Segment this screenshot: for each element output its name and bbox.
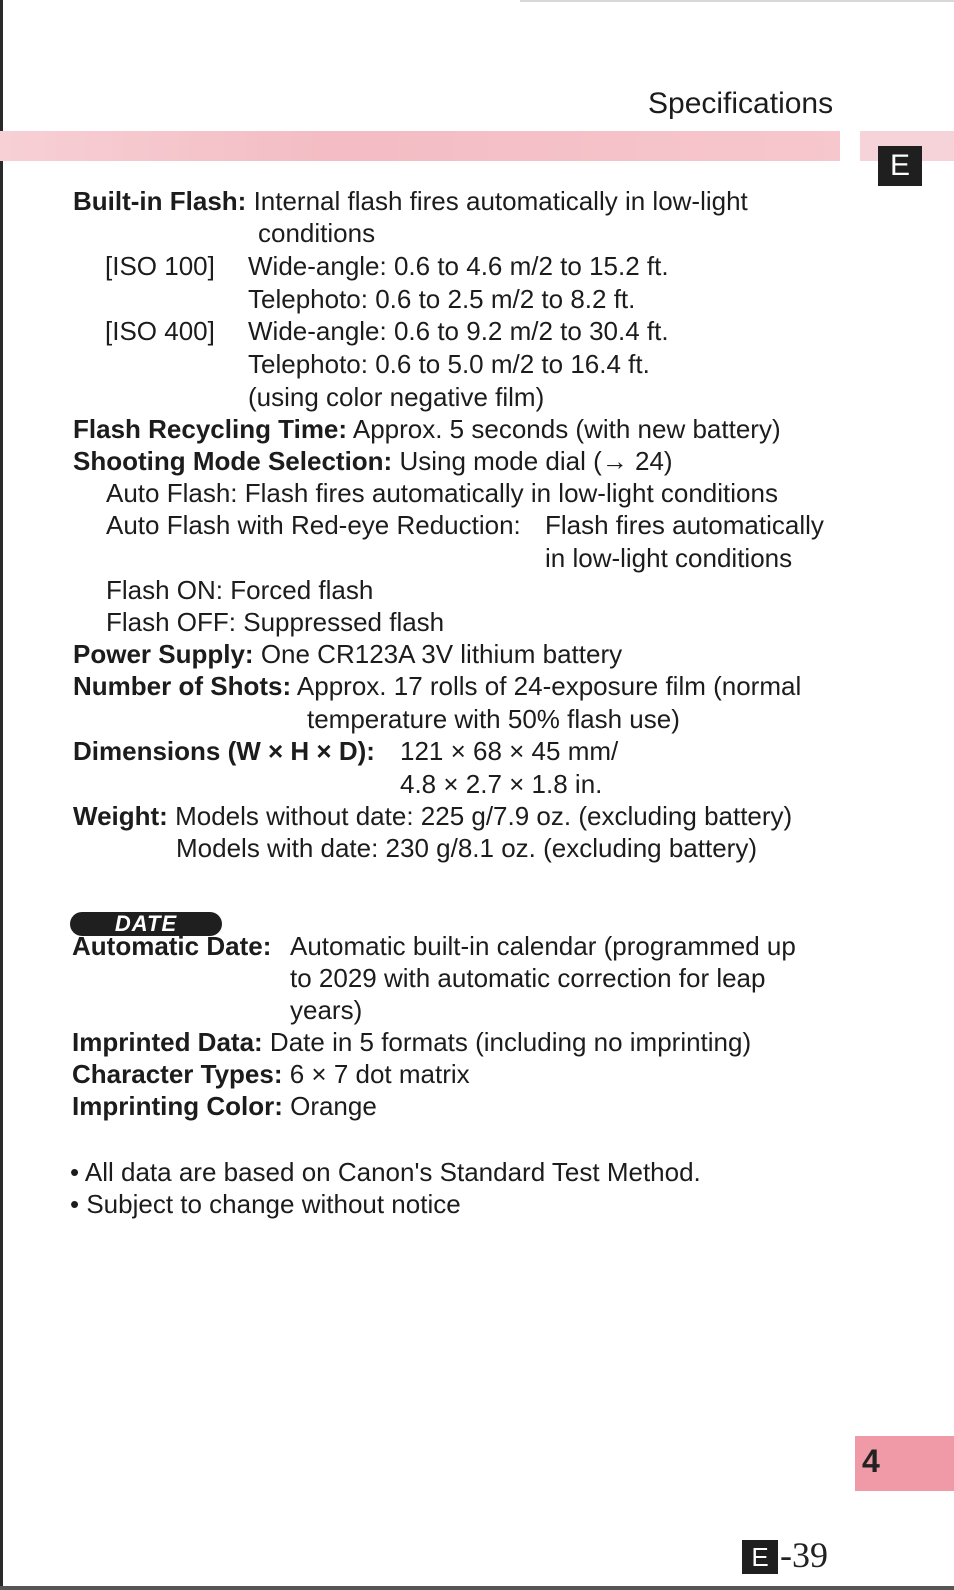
imprinted-label: Imprinted Data: xyxy=(72,1027,263,1057)
date-badge: DATE xyxy=(70,912,222,936)
auto-date-value: Automatic built-in calendar (programmed up xyxy=(290,931,796,961)
chapter-number: 4 xyxy=(862,1443,880,1479)
page-prefix-box: E xyxy=(742,1540,778,1574)
characters-row xyxy=(72,1058,470,1090)
shots-row xyxy=(73,670,801,702)
weight-value-cont: Models with date: 230 g/8.1 oz. (excluding battery) xyxy=(176,833,757,863)
mode-flash-off: Flash OFF: Suppressed flash xyxy=(106,607,445,637)
imprinted-row xyxy=(72,1026,751,1058)
page-number: -39 xyxy=(780,1535,828,1575)
iso400-wide: Wide-angle: 0.6 to 9.2 m/2 to 30.4 ft. xyxy=(248,316,669,346)
page-bottom-edge xyxy=(0,1586,954,1590)
color-row xyxy=(72,1090,377,1122)
page-left-edge xyxy=(0,0,3,1590)
recycle-value: Approx. 5 seconds (with new battery) xyxy=(352,414,781,444)
mode-redeye-text: Flash fires automatically xyxy=(545,510,824,540)
iso100-tele: Telephoto: 0.6 to 2.5 m/2 to 8.2 ft. xyxy=(248,284,636,314)
flash-row xyxy=(73,185,748,217)
film-note: (using color negative film) xyxy=(248,382,545,412)
iso100-label: [ISO 100] xyxy=(105,251,215,281)
dimensions-value: 121 × 68 × 45 mm/ xyxy=(400,736,619,766)
mode-flash-on: Flash ON: Forced flash xyxy=(106,575,374,605)
language-tab: E xyxy=(878,146,922,186)
color-label: Imprinting Color: xyxy=(72,1091,283,1121)
auto-date-value-end: years) xyxy=(290,995,363,1025)
characters-value: 6 × 7 dot matrix xyxy=(289,1059,470,1089)
flash-text: Internal flash fires automatically in low-light xyxy=(253,186,748,216)
weight-value: Models without date: 225 g/7.9 oz. (excluding battery) xyxy=(175,801,793,831)
dimensions-value-cont: 4.8 × 2.7 × 1.8 in. xyxy=(400,769,603,799)
flash-text-cont: conditions xyxy=(258,218,376,248)
header-color-band xyxy=(0,131,840,161)
power-label: Power Supply: xyxy=(73,639,254,669)
recycle-label: Flash Recycling Time: xyxy=(73,414,348,444)
mode-label: Shooting Mode Selection: xyxy=(73,446,393,476)
characters-label: Character Types: xyxy=(72,1059,283,1089)
mode-redeye-text-cont: in low-light conditions xyxy=(545,543,793,573)
auto-date-label: Automatic Date: xyxy=(72,931,272,961)
power-row xyxy=(73,638,622,670)
note-item: • Subject to change without notice xyxy=(70,1189,461,1219)
page-title: Specifications xyxy=(648,87,834,120)
iso400-label: [ISO 400] xyxy=(105,316,215,346)
page-top-edge xyxy=(520,0,954,2)
imprinted-value: Date in 5 formats (including no imprinting) xyxy=(269,1027,752,1057)
mode-row xyxy=(73,445,673,477)
shots-value: Approx. 17 rolls of 24-exposure film (normal xyxy=(296,671,802,701)
dimensions-label: Dimensions (W × H × D): xyxy=(73,736,375,766)
shots-value-cont: temperature with 50% flash use) xyxy=(307,704,680,734)
mode-value: Using mode dial (→ 24) xyxy=(399,446,673,476)
flash-label: Built-in Flash: xyxy=(73,186,247,216)
weight-label: Weight: xyxy=(73,801,168,831)
weight-row xyxy=(73,800,792,832)
power-value: One CR123A 3V lithium battery xyxy=(260,639,623,669)
shots-label: Number of Shots: xyxy=(73,671,292,701)
auto-date-value-cont: to 2029 with automatic correction for leap xyxy=(290,963,766,993)
recycle-row xyxy=(73,413,781,445)
mode-redeye-label: Auto Flash with Red-eye Reduction: xyxy=(106,510,521,540)
mode-auto: Auto Flash: Flash fires automatically in low-light conditions xyxy=(106,478,778,508)
iso400-tele: Telephoto: 0.6 to 5.0 m/2 to 16.4 ft. xyxy=(248,349,650,379)
note-item: • All data are based on Canon's Standard Test Method. xyxy=(70,1157,701,1187)
iso100-wide: Wide-angle: 0.6 to 4.6 m/2 to 15.2 ft. xyxy=(248,251,669,281)
color-value: Orange xyxy=(290,1091,377,1121)
